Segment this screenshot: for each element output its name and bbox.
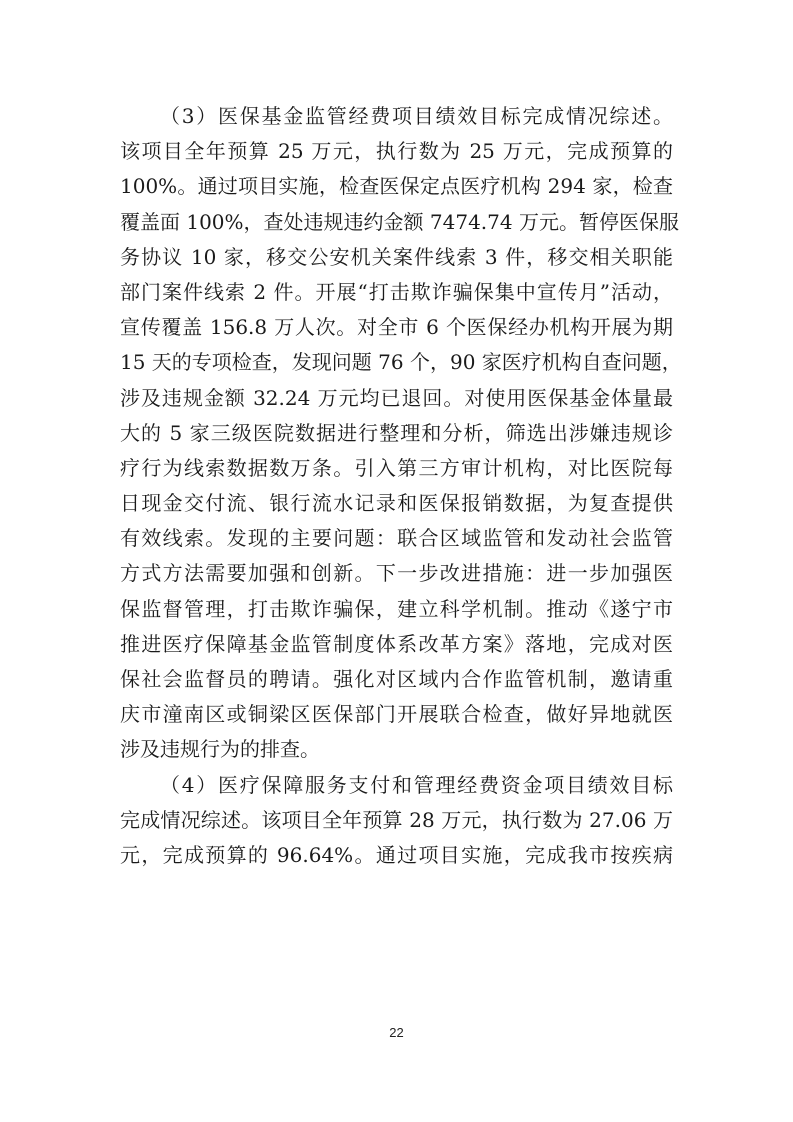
paragraph-line: 保社会监督员的聘请。强化对区域内合作监管机制，邀请重 [120,667,673,691]
paragraph-line: 该项目全年预算 25 万元，执行数为 25 万元，完成预算的 [120,139,673,164]
paragraph-line: 保监督管理，打击欺诈骗保，建立科学机制。推动《遂宁市 [120,596,673,621]
paragraph-line: 100%。通过项目实施，检查医保定点医疗机构 294 家，检查 [120,174,673,199]
paragraph-line: 日现金交付流、银行流水记录和医保报销数据，为复查提供 [120,491,673,516]
paragraph-line: 部门案件线索 2 件。开展“打击欺诈骗保集中宣传月”活动， [120,279,673,304]
paragraph-line: 覆盖面 100%，查处违规违约金额 7474.74 万元。暂停医保服 [120,209,679,234]
paragraph-line: 涉及违规行为的排查。 [120,737,320,762]
paragraph-line: 推进医疗保障基金监管制度体系改革方案》落地，完成对医 [120,631,673,656]
page-number: 22 [389,1025,404,1040]
paragraph-line: 完成情况综述。该项目全年预算 28 万元，执行数为 27.06 万 [120,807,673,832]
paragraph-line: （3）医保基金监管经费项目绩效目标完成情况综述。 [160,104,673,128]
paragraph-line: 15 天的专项检查，发现问题 76 个，90 家医疗机构自查问题， [120,350,682,375]
paragraph-line: 涉及违规金额 32.24 万元均已退回。对使用医保基金体量最 [120,385,673,410]
paragraph-line: 疗行为线索数据数万条。引入第三方审计机构，对比医院每 [120,455,673,480]
paragraph-line: （4）医疗保障服务支付和管理经费资金项目绩效目标 [160,772,673,797]
paragraph-line: 元，完成预算的 96.64%。通过项目实施，完成我市按疾病 [120,842,673,867]
paragraph-line: 务协议 10 家，移交公安机关案件线索 3 件，移交相关职能 [120,244,673,269]
document-page [120,99,682,873]
paragraph-line: 宣传覆盖 156.8 万人次。对全市 6 个医保经办机构开展为期 [120,315,673,340]
paragraph-line: 大的 5 家三级医院数据进行整理和分析，筛选出涉嫌违规诊 [120,420,673,445]
paragraph-line: 方式方法需要加强和创新。下一步改进措施：进一步加强医 [120,561,673,586]
paragraph-line: 庆市潼南区或铜梁区医保部门开展联合检查，做好异地就医 [120,702,673,727]
paragraph-line: 有效线索。发现的主要问题：联合区域监管和发动社会监管 [120,526,673,551]
section-3-paragraph [120,99,682,768]
section-4-paragraph [120,768,673,874]
